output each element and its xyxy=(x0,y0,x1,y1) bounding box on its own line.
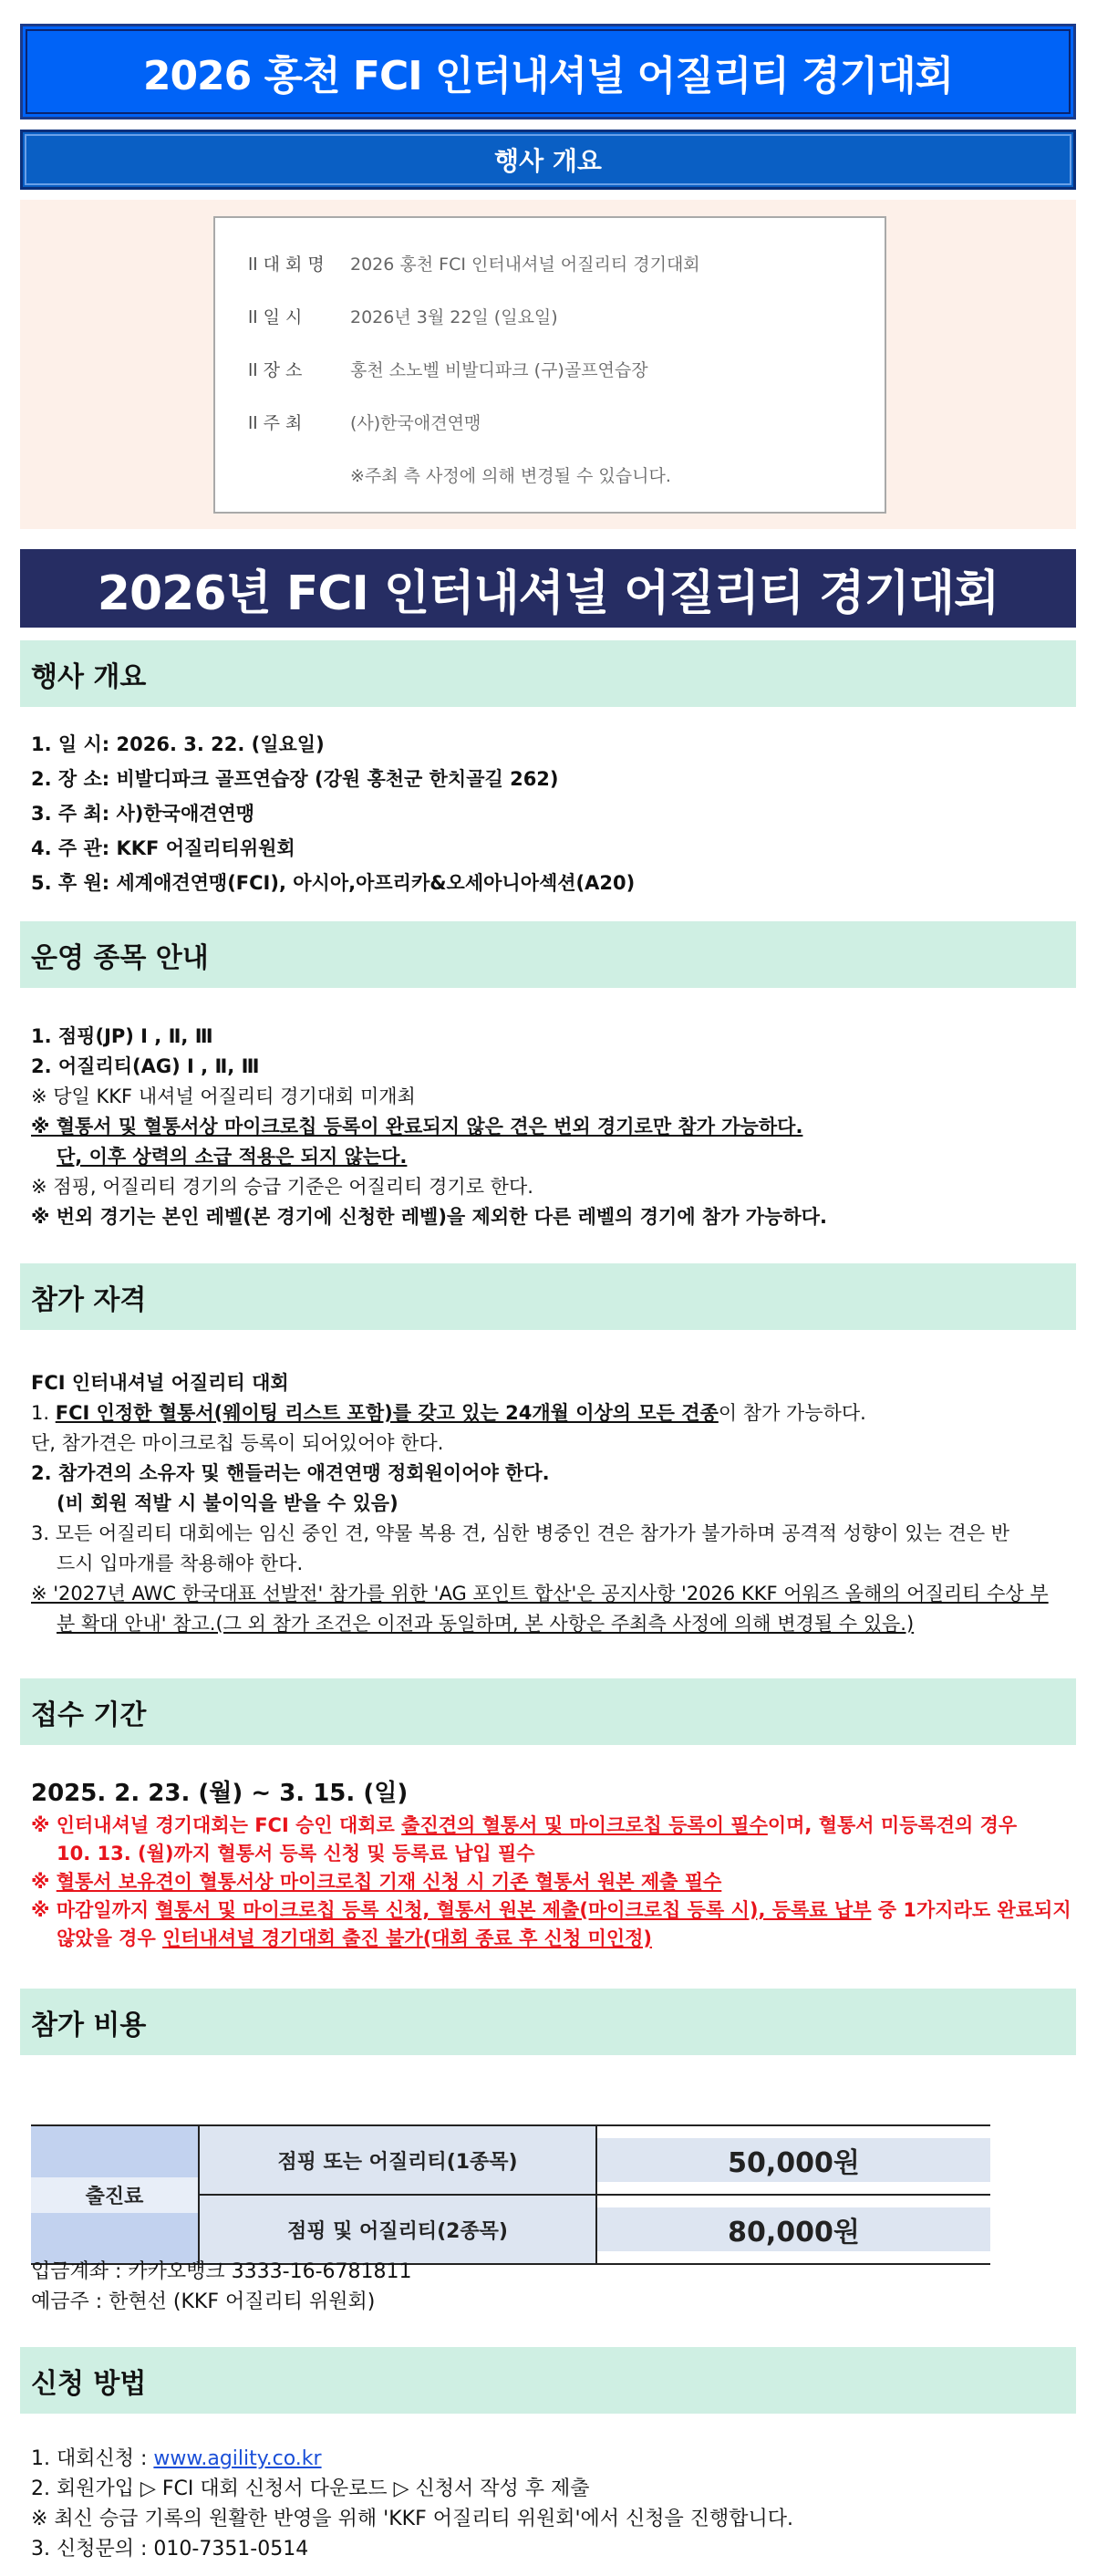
section-heading-text: 신청 방법 xyxy=(31,2367,147,2400)
registration-text: 인터내셔널 경기대회 출진 불가(대회 종료 후 신청 미인정) xyxy=(162,1927,653,1949)
info-value: 홍천 소노벨 비발디파크 (구)골프연습장 xyxy=(350,360,648,380)
registration-period: 2025. 2. 23. (월) ~ 3. 15. (일) xyxy=(31,1780,409,1807)
agility-site-link[interactable]: www.agility.co.kr xyxy=(153,2447,322,2470)
apply-line xyxy=(31,2443,322,2471)
events-line: 단, 이후 상력의 소급 적용은 되지 않는다. xyxy=(57,1146,408,1168)
section-heading-apply xyxy=(20,2347,1076,2414)
info-label: ll 대 회 명 xyxy=(248,254,325,275)
top-banner xyxy=(20,24,1076,119)
overview-bar xyxy=(20,130,1076,190)
registration-text: ※ 마감일까지 xyxy=(31,1899,156,1921)
info-value: 2026 홍천 FCI 인터내셔널 어질리티 경기대회 xyxy=(350,254,700,275)
eligibility-text: 1. xyxy=(31,1402,56,1424)
eligibility-text: 이 참가 가능하다. xyxy=(718,1402,866,1424)
apply-line: 3. 신청문의 : 010-7351-0514 xyxy=(31,2538,309,2560)
registration-text: 혈통서 및 마이크로칩 등록 신청, 혈통서 원본 제출(마이크로칩 등록 시), 등록료 납부 xyxy=(155,1899,872,1921)
events-line: ※ 점핑, 어질리티 경기의 승급 기준은 어질리티 경기로 한다. xyxy=(31,1176,533,1198)
eligibility-line: 3. 모든 어질리티 대회에는 임신 중인 견, 약물 복용 견, 심한 병중인 견은 참가가 불가하며 공격적 성향이 있는 견은 반 xyxy=(31,1522,1010,1544)
apply-line: 2. 회원가입 ▷ FCI 대회 신청서 다운로드 ▷ 신청서 작성 후 제출 xyxy=(31,2477,590,2500)
eligibility-line: 단, 참가견은 마이크로칩 등록이 되어있어야 한다. xyxy=(31,1432,444,1454)
registration-text: 중 1가지라도 완료되지 xyxy=(871,1899,1071,1921)
eligibility-title: FCI 인터내셔널 어질리티 대회 xyxy=(31,1372,289,1394)
info-label xyxy=(248,462,350,487)
events-line: 1. 점핑(JP) Ⅰ , Ⅱ, Ⅲ xyxy=(31,1025,213,1047)
registration-note xyxy=(31,1811,1017,1838)
eligibility-line: 분 확대 안내' 참고.(그 외 참가 조건은 이전과 동일하며, 본 사항은 주최측 사정에 의해 변경될 수 있음.) xyxy=(57,1613,915,1635)
info-value: (사)한국애견연맹 xyxy=(350,413,481,433)
info-value: 2026년 3월 22일 (일요일) xyxy=(350,307,558,327)
registration-note xyxy=(31,1896,1071,1923)
apply-text: 1. 대회신청 : xyxy=(31,2447,154,2470)
eligibility-line: (비 회원 적발 시 불이익을 받을 수 있음) xyxy=(57,1492,398,1514)
fee-item-name: 점핑 및 어질리티(2종목) xyxy=(199,2195,596,2264)
overview-line: 5. 후 원: 세계애견연맹(FCI), 아시아,아프리카&오세아니아섹션(A20) xyxy=(31,872,636,894)
overview-line: 2. 장 소: 비발디파크 골프연습장 (강원 홍천군 한치골길 262) xyxy=(31,768,559,790)
registration-note: 10. 13. (월)까지 혈통서 등록 신청 및 등록료 납입 필수 xyxy=(57,1843,535,1864)
registration-text: ※ 인터내셔널 경기대회는 FCI 승인 대회로 xyxy=(31,1814,402,1836)
eligibility-text: FCI 인정한 혈통서(웨이팅 리스트 포함)를 갖고 있는 24개월 이상의 모든 견종 xyxy=(55,1402,719,1424)
section-heading-text: 행사 개요 xyxy=(31,660,147,693)
registration-text: 출진견의 혈통서 및 마이크로칩 등록이 필수 xyxy=(401,1814,768,1836)
info-card xyxy=(213,216,886,514)
section-heading-events xyxy=(20,921,1076,988)
section-heading-eligibility xyxy=(20,1263,1076,1330)
events-line: ※ 혈통서 및 혈통서상 마이크로칩 등록이 완료되지 않은 견은 번외 경기로만 참가 가능하다. xyxy=(31,1116,803,1137)
fee-price-text: 80,000원 xyxy=(597,2207,990,2251)
fee-holder: 예금주 : 한현선 (KKF 어질리티 위원회) xyxy=(31,2290,376,2313)
overview-line: 3. 주 최: 사)한국애견연맹 xyxy=(31,803,255,825)
top-banner-title: 2026 홍천 FCI 인터내셔널 어질리티 경기대회 xyxy=(142,52,954,99)
registration-text: ※ xyxy=(31,1871,57,1893)
section-heading-registration xyxy=(20,1678,1076,1745)
eligibility-line: 드시 입마개를 착용해야 한다. xyxy=(57,1553,304,1574)
fee-account: 입금계좌 : 카카오뱅크 3333-16-6781811 xyxy=(31,2260,412,2283)
info-row-host xyxy=(248,410,481,434)
eligibility-line xyxy=(31,1398,866,1426)
section-heading-text: 운영 종목 안내 xyxy=(31,941,209,974)
info-row-date xyxy=(248,304,558,328)
section-heading-text: 참가 자격 xyxy=(31,1283,147,1316)
events-line: ※ 당일 KKF 내셔널 어질리티 경기대회 미개최 xyxy=(31,1085,416,1107)
section-heading-text: 접수 기간 xyxy=(31,1698,147,1731)
section-heading-fees xyxy=(20,1989,1076,2055)
section-heading-text: 참가 비용 xyxy=(31,2009,147,2041)
events-line: ※ 번외 경기는 본인 레벨(본 경기에 신청한 레벨)을 제외한 다른 레벨의 경기에 참가 가능하다. xyxy=(31,1206,827,1228)
fee-row xyxy=(31,2125,990,2195)
info-row-name xyxy=(248,251,700,275)
fee-row-label-text: 출진료 xyxy=(31,2177,198,2213)
eligibility-line: ※ '2027년 AWC 한국대표 선발전' 참가를 위한 'AG 포인트 합산'은 공지사항 '2026 KKF 어워즈 올해의 어질리티 수상 부 xyxy=(31,1583,1049,1605)
overview-bar-title: 행사 개요 xyxy=(494,146,602,176)
info-label: ll 주 최 xyxy=(248,413,303,433)
main-title: 2026년 FCI 인터내셔널 어질리티 경기대회 xyxy=(97,566,999,621)
fee-item-price xyxy=(596,2195,990,2264)
main-title-band xyxy=(20,549,1076,628)
info-label: ll 장 소 xyxy=(248,360,303,380)
registration-text: 혈통서 보유견이 혈통서상 마이크로칩 기재 신청 시 기존 혈통서 원본 제출 필수 xyxy=(56,1871,722,1893)
eligibility-line: 2. 참가견의 소유자 및 핸들러는 애견연맹 정회원이어야 한다. xyxy=(31,1462,550,1484)
fee-table xyxy=(31,2124,990,2265)
registration-text: 이며, 혈통서 미등록견의 경우 xyxy=(767,1814,1018,1836)
fee-row-label xyxy=(31,2125,199,2264)
fee-item-name: 점핑 또는 어질리티(1종목) xyxy=(199,2125,596,2195)
fee-price-text: 50,000원 xyxy=(597,2138,990,2182)
registration-text: 않았을 경우 xyxy=(57,1927,163,1949)
fee-item-price xyxy=(596,2125,990,2195)
overview-line: 1. 일 시: 2026. 3. 22. (일요일) xyxy=(31,733,325,755)
info-value: ※주최 측 사정에 의해 변경될 수 있습니다. xyxy=(350,466,671,486)
info-label: ll 일 시 xyxy=(248,307,303,327)
info-row-place xyxy=(248,357,648,381)
registration-note xyxy=(57,1924,652,1951)
registration-note xyxy=(31,1867,721,1895)
overview-line: 4. 주 관: KKF 어질리티위원회 xyxy=(31,837,295,859)
events-line: 2. 어질리티(AG) Ⅰ , Ⅱ, Ⅲ xyxy=(31,1055,260,1077)
apply-line: ※ 최신 승급 기록의 원활한 반영을 위해 'KKF 어질리티 위원회'에서 신청을 진행합니다. xyxy=(31,2508,794,2530)
info-row-note xyxy=(248,462,671,487)
section-heading-overview xyxy=(20,640,1076,707)
